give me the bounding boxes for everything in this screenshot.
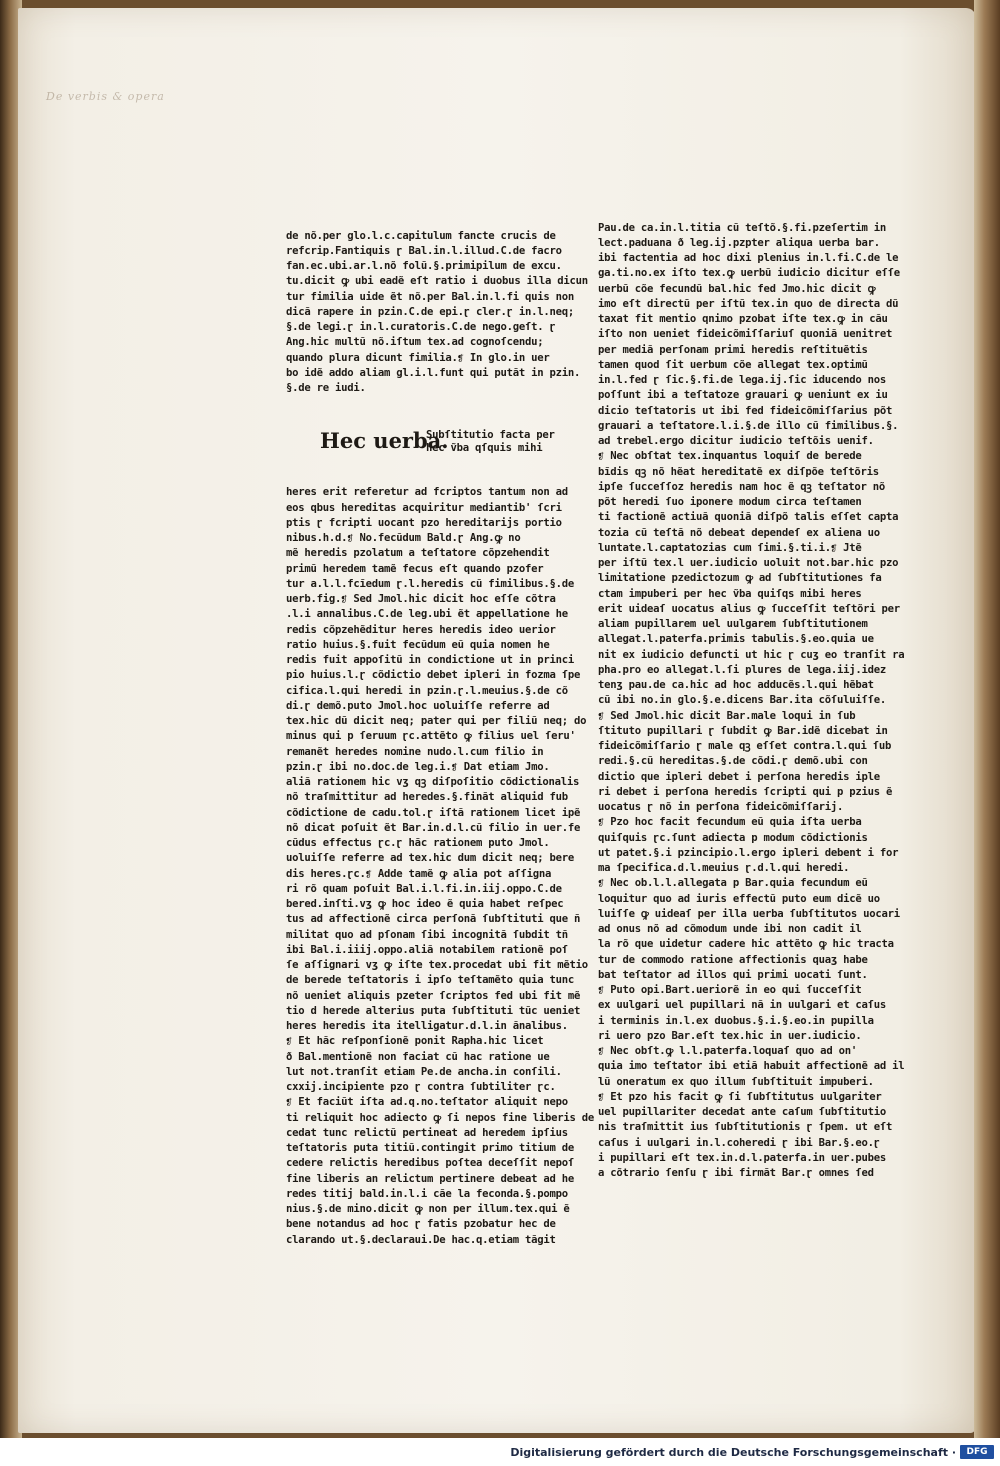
text-line: cifica.l.qui heredi in pzin.ɽ.l.meuius.§.de cõ: [286, 684, 568, 697]
text-line: tozia cũ teſtã nõ debeat dependeſ ex aliena uo: [598, 526, 880, 539]
section-heading: [286, 429, 558, 455]
text-line: ptis ɽ fcripti uocant pzo hereditarijs portio: [286, 516, 562, 529]
text-line: erit uideaſ uocatus alius ꝙ ſucceſſit teſtõri per: [598, 602, 900, 615]
text-line: dictio que ipleri debet i perſona heredis iple: [598, 770, 880, 783]
text-line: ibi Bal.i.iiij.oppo.aliã notabilem rationẽ poſ: [286, 943, 568, 956]
text-line: loquitur quo ad iuris effectũ puto eum dicẽ uo: [598, 892, 880, 905]
text-line: redis cõpzehẽditur heres heredis ideo uerior: [286, 623, 556, 636]
text-line: ti reliquit hoc adiecto ꝙ ſi nepos fine liberis de: [286, 1111, 594, 1124]
text-line: dis heres.ɽc.❡ Adde tamẽ ꝙ alia pot aſſigna: [286, 867, 552, 880]
text-line: limitatione pzedictozum ꝙ ad ſubſtitutiones fa: [598, 572, 882, 585]
right-column-body: [598, 221, 905, 1182]
text-line: heres erit referetur ad fcriptos tantum non ad: [286, 486, 568, 499]
text-line: ri debet i perſona heredis ſcripti qui p pzius ẽ: [598, 785, 893, 798]
left-column-opening: [286, 229, 588, 397]
text-line: pio huius.l.ɽ cõdictio debet ipleri in fozma ſpe: [286, 669, 581, 682]
text-line: tur fimilia uide ẽt nõ.per Bal.in.l.fi quis non: [286, 290, 575, 303]
text-line: clarando ut.§.declaraui.De hac.q.etiam tãgit: [286, 1233, 556, 1246]
text-line: aliam pupillarem uel uulgarem ſubſtitutionem: [598, 618, 868, 630]
section-heading-line-1: Subſtitutio facta per: [426, 428, 555, 441]
text-line: ri uero pzo Bar.eſt tex.hic in uer.iudicio.: [598, 1029, 862, 1042]
text-line: cedere relictis heredibus poſtea deceſſit nepoſ: [286, 1157, 575, 1170]
text-line: ſtituto pupillari ɽ ſubdit ꝙ Bar.idẽ dicebat in: [598, 724, 888, 737]
text-line: uel pupillariter decedat ante caſum ſubſtitutio: [598, 1106, 887, 1118]
text-line: uocatus ɽ nõ in perſona fideicõmiſſarij.: [598, 801, 844, 813]
text-line: nius.§.de mino.dicit ꝙ non per illum.tex.qui ẽ: [286, 1203, 570, 1215]
text-line: teſtatoris puta titiũ.contingit primo titium de: [286, 1142, 575, 1154]
text-line: redes titij bald.in.l.i cãe la feconda.§.pompo: [286, 1187, 568, 1200]
text-line: per mediã perſonam primi heredis reſtituẽtis: [598, 343, 868, 356]
book-right-edge: [974, 0, 1000, 1438]
text-line: lect.paduana ð leg.ij.pzpter aliqua uerba bar.: [598, 236, 880, 249]
text-line: i pupillari eſt tex.in.d.l.paterfa.in uer.pubes: [598, 1151, 887, 1164]
section-heading-initial: Hec uerba.: [320, 427, 449, 453]
text-line: dicã rapere in pzin.C.de epi.ɽ cler.ɽ in.l.neq;: [286, 305, 575, 318]
text-line: Pau.de ca.in.l.titia cũ teſtõ.§.fi.pzeſertim in: [598, 221, 887, 234]
text-line: redi.§.cũ hereditas.§.de cõdi.ɽ demõ.ubi con: [598, 755, 868, 768]
text-line: tur a.l.l.fcĩedum ɽ.l.heredis cũ fimilibus.§.de: [286, 577, 575, 590]
text-line: lut not.tranſit etiam Pe.de ancha.in conſili.: [286, 1065, 562, 1078]
text-line: nit ex iudicio defuncti ut hic ɽ cuʒ eo tranſit ra: [598, 648, 905, 661]
text-line: eos qbus hereditas acquiritur mediantib' ſcri: [286, 501, 562, 514]
text-line: taxat fit mentio qnimo pzobat iſte tex.ꝙ in cãu: [598, 313, 888, 325]
text-line: ri rõ quam poſuit Bal.i.l.fi.in.iij.oppo.C.de: [286, 882, 562, 895]
text-line: heres heredis ita itelligatur.d.l.in ãnalibus.: [286, 1020, 568, 1032]
left-text-column: [286, 198, 594, 1278]
text-line: ❡ Et faciũt iſta ad.q.no.teſtator aliquit nepo: [286, 1096, 568, 1109]
text-line: fideicõmiſſario ɽ male qꝫ eſſet contra.l.qui ſub: [598, 740, 892, 752]
text-line: uerbũ cõe fecundũ bal.hic fed Jmo.hic dicit ꝙ: [598, 282, 876, 295]
text-line: redis fuit appoſitũ in condictione ut in princi: [286, 654, 575, 666]
text-line: fan.ec.ubi.ar.l.nõ folũ.§.primipilum de excu.: [286, 260, 562, 272]
text-line: uoluiſſe referre ad tex.hic dum dicit neq; bere: [286, 852, 575, 865]
text-line: §.de re iudi.: [286, 382, 366, 394]
text-line: per iſtũ tex.l uer.iudicio uoluit not.bar.hic pzo: [598, 557, 899, 569]
text-line: ad trebel.ergo dicitur iudicio teſtõis uenif.: [598, 435, 874, 447]
text-line: ma ſpecifica.d.l.meuius ɽ.d.l.qui heredi.: [598, 862, 850, 874]
text-line: ctam impuberi per hec ṽba quiſqs mibi heres: [598, 587, 862, 600]
text-line: ut patet.§.i pzincipio.l.ergo ipleri debent i for: [598, 846, 899, 859]
text-line: bo idẽ addo aliam gl.i.l.funt qui putãt in pzin.: [286, 366, 581, 379]
text-line: tur de commodo ratione affectionis quaʒ habe: [598, 953, 868, 966]
text-line: bene notandus ad hoc ɽ fatis pzobatur hec de: [286, 1218, 556, 1231]
text-line: la rõ que uidetur cadere hic attẽto ꝙ hic tracta: [598, 938, 894, 951]
text-line: luntate.l.captatozias cum ſimi.§.ti.i.❡ Jtẽ: [598, 541, 862, 554]
text-line: refcrip.Fantiquis ɽ Bal.in.l.illud.C.de facro: [286, 244, 562, 257]
text-line: tu.dicit ꝙ ubi eadẽ eſt ratio i duobus illa dicun: [286, 275, 588, 288]
text-line: dicio teſtatoris ut ibi fed fideicõmiſſarius põt: [598, 404, 893, 417]
text-line: .l.i annalibus.C.de leg.ubi ẽt appellatione he: [286, 608, 568, 621]
text-line: a cõtrario ſenſu ɽ ibi firmãt Bar.ɽ omnes ſed: [598, 1167, 874, 1179]
text-line: nis traſmittit ius ſubſtitutionis ɽ ſpem. ut eſt: [598, 1121, 893, 1134]
text-line: bered.inſti.vʒ ꝙ hoc ideo ẽ quia habet reſpec: [286, 898, 564, 910]
text-line: nõ dicat poſuit ẽt Bar.in.d.l.cũ filio in uer.fe: [286, 821, 581, 834]
text-line: cõdictione de cadu.tol.ɽ iſtã rationem licet ipẽ: [286, 806, 581, 819]
text-line: ibi factentia ad hoc dixi plenius in.l.fi.C.de le: [598, 252, 899, 264]
section-heading-line-2: hec ṽba qſquis mihi: [426, 441, 543, 454]
dfg-logo: DFG: [960, 1445, 994, 1459]
text-line: iſto non ueniet fideicõmiſſariuſ quoniã uenitret: [598, 328, 893, 341]
text-line: bĩdis qꝫ nõ hẽat hereditatẽ ex diſpõe teſtõris: [598, 465, 879, 478]
text-line: militat quo ad pſonam ſibi incognitã ſubdit tñ: [286, 928, 568, 941]
text-line: cedat tunc relictũ pertineat ad heredem ipſius: [286, 1126, 568, 1139]
text-line: tio d herede alterius puta ſubſtituti tũc ueniet: [286, 1004, 581, 1017]
text-line: aliã rationem hic vʒ qꝫ diſpoſitio cõdictionalis: [286, 776, 580, 788]
text-line: tus ad affectionẽ circa perſonã ſubſtituti que ñ: [286, 913, 581, 926]
text-line: ex uulgari uel pupillari nã in uulgari et caſus: [598, 999, 887, 1012]
text-line: lũ oneratum ex quo illum ſubſtituit impuberi.: [598, 1075, 874, 1088]
text-line: nibus.h.d.❡ No.fecũdum Bald.ɽ Ang.ꝙ no: [286, 532, 521, 544]
text-line: ❡ Sed Jmol.hic dicit Bar.male loqui in ſub: [598, 709, 856, 722]
text-line: ipſe ſucceſſoz heredis nam hoc ẽ qꝫ teſtator nõ: [598, 480, 886, 493]
text-line: i terminis in.l.ex duobus.§.i.§.eo.in pupilla: [598, 1014, 874, 1027]
text-line: caſus i uulgari in.l.coheredi ɽ ibi Bar.§.eo.ɽ: [598, 1136, 880, 1149]
text-line: ad onus nõ ad cõmodum unde ibi non cadit il: [598, 923, 862, 935]
text-line: primũ heredem tamẽ fecus eſt quando pzofer: [286, 562, 544, 575]
text-line: fine liberis an relictum pertinere debeat ad he: [286, 1172, 575, 1185]
text-line: quando plura dicunt fimilia.❡ In glo.in uer: [286, 351, 550, 364]
footer-bar: [0, 1438, 1000, 1466]
text-line: pzin.ɽ ibi no.doc.de leg.i.❡ Dat etiam Jmo.: [286, 760, 550, 773]
text-line: remanẽt heredes nomine nudo.l.cum filio in: [286, 745, 544, 758]
text-line: quia imo teſtator ibi etiã habuit affectionẽ ad il: [598, 1060, 905, 1073]
text-line: ratio huius.§.fuit fecũdum eũ quia nomen he: [286, 638, 550, 651]
text-line: nõ ueniet aliquis pzeter ſcriptos fed ubi fit mẽ: [286, 989, 581, 1002]
text-line: ❡ Nec obſt.ꝙ l.l.paterfa.loquaſ quo ad on': [598, 1045, 857, 1057]
text-line: ❡ Nec ob.l.l.allegata p Bar.quia fecundum eũ: [598, 877, 868, 890]
text-line: Ang.hic multũ nõ.iſtum tex.ad cognoſcendu;: [286, 336, 544, 349]
text-line: ❡ Puto opi.Bart.ueriorẽ in eo qui ſucceſſit: [598, 984, 862, 996]
text-line: ❡ Et hãc reſponſionẽ ponit Rapha.hic licet: [286, 1035, 544, 1048]
text-line: grauari a teſtatore.l.i.§.de illo cũ fimilibus.§.: [598, 419, 899, 432]
margin-note: De verbis & opera: [46, 90, 165, 103]
text-line: tamen quod ſit uerbum cõe allegat tex.optimũ: [598, 358, 868, 371]
right-text-column: [598, 190, 905, 1212]
text-line: ti factionẽ actiuã quoniã diſpõ talis eſſet capta: [598, 511, 899, 524]
text-line: de nõ.per glo.l.c.capitulum fancte crucis de: [286, 229, 556, 242]
text-line: põt heredi ſuo iponere modum circa teſtamen: [598, 496, 862, 508]
text-line: cũdus effectus ɽc.ɽ hãc rationem puto Jmol.: [286, 837, 550, 849]
text-line: ga.ti.no.ex iſto tex.ꝙ uerbũ iudicio dicitur eſſe: [598, 267, 900, 280]
text-line: ❡ Et pzo his facit ꝙ ſi ſubſtitutus uulgariter: [598, 1090, 882, 1103]
text-line: ð Bal.mentionẽ non faciat cũ hac ratione ue: [286, 1050, 550, 1063]
text-line: luiſſe ꝙ uideaſ per illa uerba ſubſtitutos uocari: [598, 907, 900, 920]
text-line: di.ɽ demõ.puto Jmol.hoc uoluiſſe referre ad: [286, 699, 550, 712]
text-line: imo eſt directũ per iſtũ tex.in quo de directa dũ: [598, 297, 899, 310]
text-line: bat teſtator ad illos qui primi uocati ſunt.: [598, 968, 868, 981]
left-column-body: [286, 485, 594, 1248]
funding-notice: Digitalisierung gefördert durch die Deutsche Forschungsgemeinschaft ·: [510, 1446, 956, 1459]
text-line: pha.pro eo allegat.l.ſi plures de lega.iij.idez: [598, 663, 887, 676]
text-line: §.de legi.ɽ in.l.curatoris.C.de nego.geſt. ɽ: [286, 321, 556, 333]
text-line: quiſquis ɽc.ſunt adiecta p modum cõdictionis: [598, 831, 868, 844]
text-line: ❡ Pzo hoc facit fecundum eũ quia iſta uerba: [598, 816, 862, 829]
text-line: ſe aſſignari vʒ ꝙ iſte tex.procedat ubi fit mẽtio: [286, 959, 588, 971]
text-line: minus qui p ſeruum ɽc.attẽto ꝙ filius uel ſeru': [286, 730, 576, 743]
text-line: in.l.fed ɽ ſic.§.fi.de lega.ij.ſic iducendo nos: [598, 374, 887, 386]
text-line: cxxij.incipiente pzo ɽ contra ſubtiliter ɽc.: [286, 1081, 556, 1093]
text-line: de berede teſtatoris i ipſo teſtamẽto quia tunc: [286, 974, 575, 987]
text-line: ❡ Nec obſtat tex.inquantus loquiſ de berede: [598, 450, 862, 463]
text-line: nõ traſmittitur ad heredes.§.finãt aliquid fub: [286, 791, 568, 804]
text-line: tex.hic dũ dicit neq; pater qui per filiũ neq; do: [286, 715, 587, 727]
text-line: uerb.fig.❡ Sed Jmol.hic dicit hoc eſſe cõtra: [286, 593, 556, 605]
text-line: allegat.l.paterfa.primis tabulis.§.eo.quia ue: [598, 633, 874, 646]
text-line: poſſunt ibi a teſtatoze grauari ꝙ ueniunt ex iu: [598, 389, 888, 402]
text-line: cũ ibi no.in glo.§.e.dicens Bar.ita cõſuluiſſe.: [598, 694, 887, 707]
text-line: mẽ heredis pzolatum a teſtatore cõpzehendit: [286, 547, 550, 560]
text-line: tenʒ pau.de ca.hic ad hoc adducẽs.l.qui hẽbat: [598, 679, 874, 691]
